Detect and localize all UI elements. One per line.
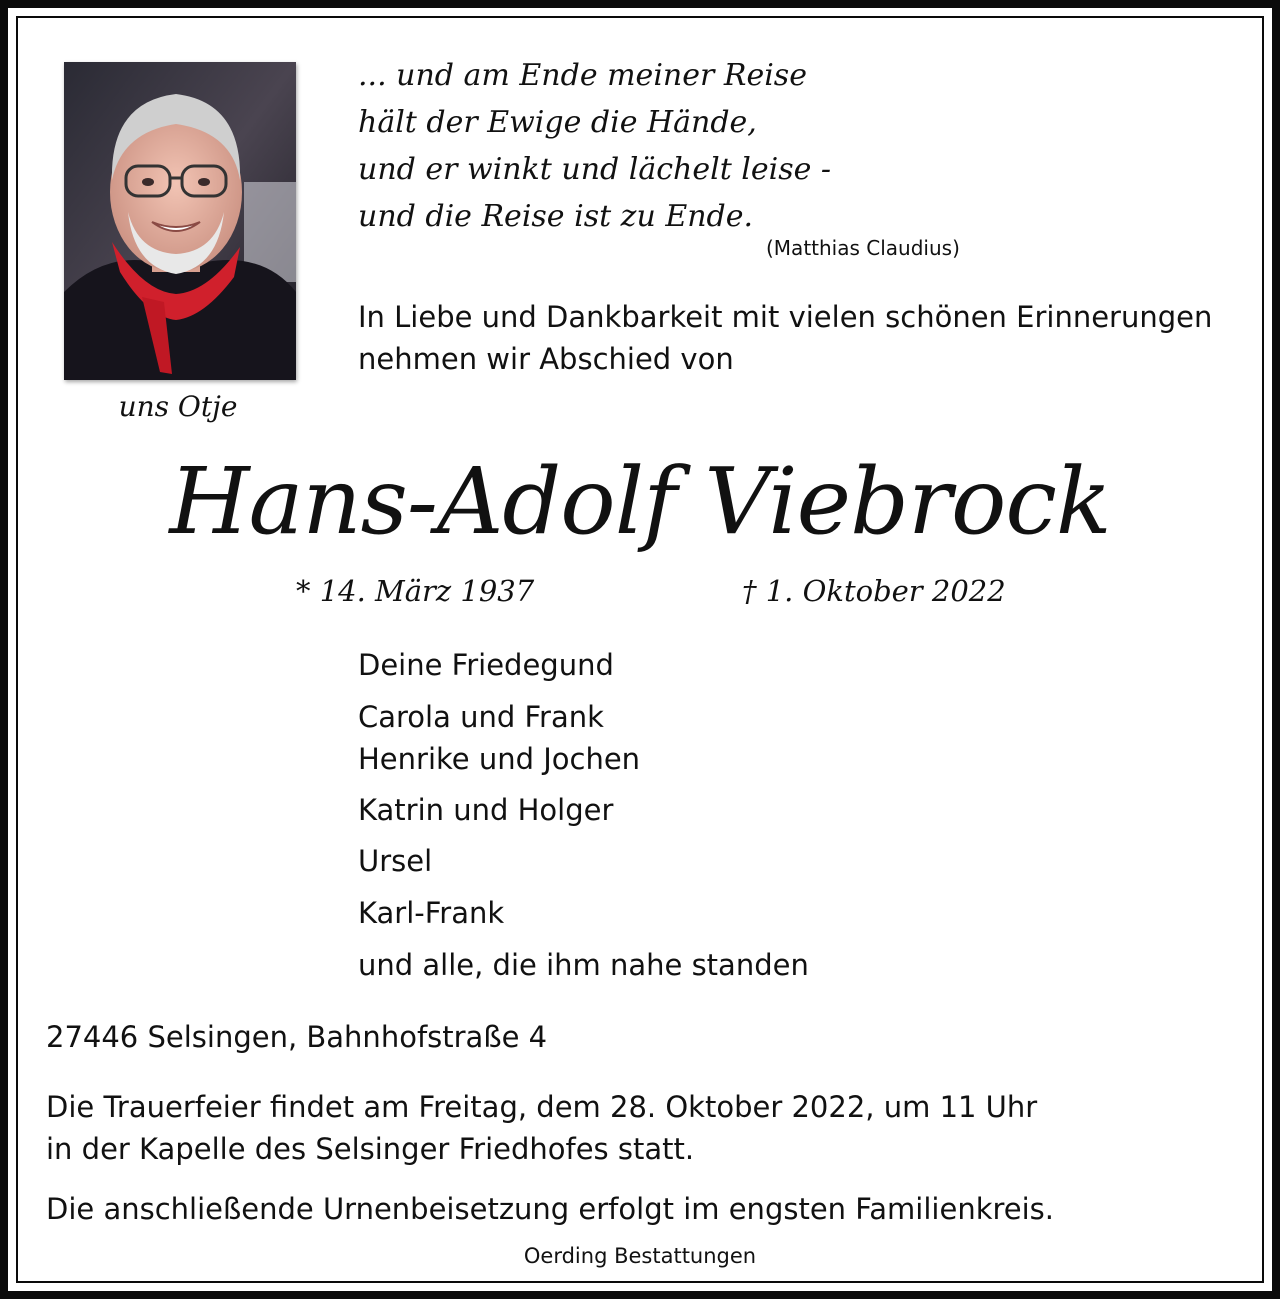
intro-text xyxy=(358,296,1212,380)
death-date: † 1. Oktober 2022 xyxy=(742,574,1006,608)
address: 27446 Selsingen, Bahnhofstraße 4 xyxy=(46,1020,548,1054)
poem-line: und er winkt und lächelt leise - xyxy=(358,152,832,187)
mourner: Deine Friedegund xyxy=(358,648,614,682)
photo-caption: uns Otje xyxy=(118,390,238,423)
portrait-photo xyxy=(64,62,296,380)
mourner: Carola und Frank xyxy=(358,700,604,734)
poem-line: ... und am Ende meiner Reise xyxy=(358,58,807,93)
intro-line: In Liebe und Dankbarkeit mit vielen schönen Erinnerungen xyxy=(358,300,1213,334)
poem-author: (Matthias Claudius) xyxy=(766,236,960,260)
mourner: Katrin und Holger xyxy=(358,793,614,827)
mourner: Ursel xyxy=(358,844,433,878)
birth-date: * 14. März 1937 xyxy=(296,574,535,608)
poem-line: hält der Ewige die Hände, xyxy=(358,105,757,140)
poem xyxy=(358,52,831,240)
service-line: Die Trauerfeier findet am Freitag, dem 28. Oktober 2022, um 11 Uhr xyxy=(46,1090,1038,1124)
intro-line: nehmen wir Abschied von xyxy=(358,342,734,376)
mourner: Henrike und Jochen xyxy=(358,742,641,776)
service-line: in der Kapelle des Selsinger Friedhofes statt. xyxy=(46,1132,695,1166)
burial-info: Die anschließende Urnenbeisetzung erfolgt im engsten Familienkreis. xyxy=(46,1192,1055,1226)
undertaker: Oerding Bestattungen xyxy=(523,1244,757,1268)
deceased-name: Hans-Adolf Viebrock xyxy=(169,448,1111,555)
mourner: und alle, die ihm nahe standen xyxy=(358,948,809,982)
poem-line: und die Reise ist zu Ende. xyxy=(358,199,754,234)
mourner: Karl-Frank xyxy=(358,896,505,930)
service-info xyxy=(46,1086,1037,1170)
